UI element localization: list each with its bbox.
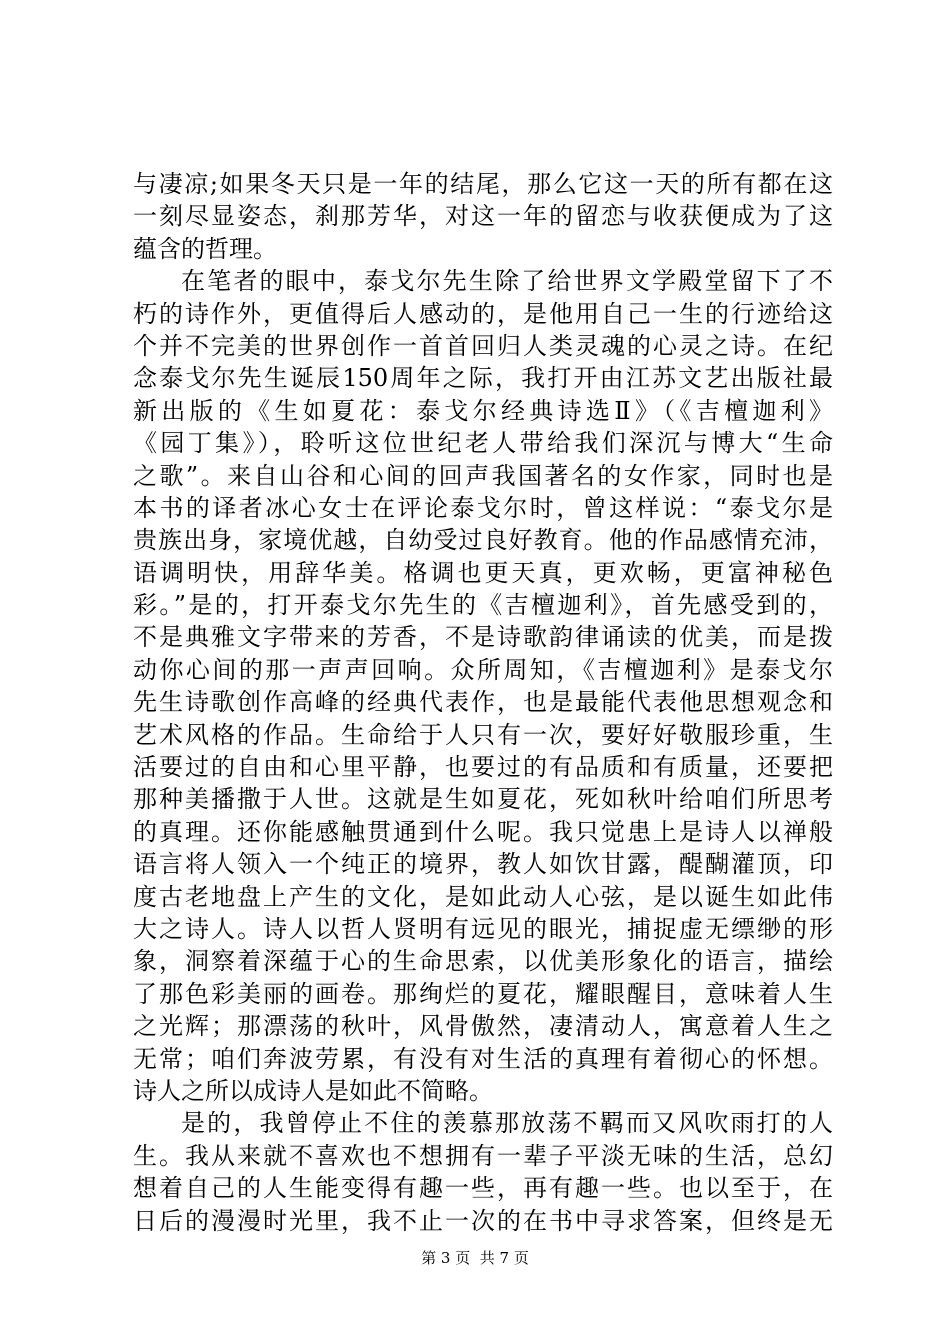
- text-line: 不是典雅文字带来的芳香，不是诗歌韵律诵读的优美，而是拨: [133, 623, 833, 652]
- text-line: 语言将人领入一个纯正的境界，教人如饮甘露，醍醐灌顶，印: [133, 850, 833, 879]
- text-line: 诗人之所以成诗人是如此不简略。: [133, 1076, 493, 1105]
- text-line: 朽的诗作外，更值得后人感动的，是他用自己一生的行迹给这: [133, 299, 833, 328]
- text-line: 之歌”。来自山谷和心间的回声我国著名的女作家，同时也是: [133, 461, 833, 490]
- text-line: 贵族出身，家境优越，自幼受过良好教育。他的作品感情充沛，: [133, 526, 833, 555]
- body-text: [133, 168, 833, 1237]
- text-line: 先生诗歌创作高峰的经典代表作，也是最能代表他思想观念和: [133, 688, 833, 717]
- text-line: 《园丁集》），聆听这位世纪老人带给我们深沉与博大“生命: [133, 429, 833, 458]
- text-line: 想着自己的人生能变得有趣一些，再有趣一些。也以至于，在: [133, 1174, 833, 1203]
- text-line: 度古老地盘上产生的文化，是如此动人心弦，是以诞生如此伟: [133, 882, 833, 911]
- text-line: 活要过的自由和心里平静，也要过的有品质和有质量，还要把: [133, 753, 833, 782]
- text-line: 日后的漫漫时光里，我不止一次的在书中寻求答案，但终是无: [133, 1206, 833, 1235]
- text-line: 无常；咱们奔波劳累，有没有对生活的真理有着彻心的怀想。: [133, 1044, 833, 1073]
- page-footer: 第 3 页 共 7 页: [421, 1249, 529, 1267]
- text-line: 念泰戈尔先生诞辰150周年之际，我打开由江苏文艺出版社最: [133, 364, 833, 393]
- text-line: 本书的译者冰心女士在评论泰戈尔时，曾这样说：“泰戈尔是: [133, 493, 833, 522]
- text-line: 彩。”是的，打开泰戈尔先生的《吉檀迦利》，首先感受到的，: [133, 591, 833, 620]
- text-line: 新出版的《生如夏花：泰戈尔经典诗选Ⅱ》（《吉檀迦利》: [133, 396, 833, 425]
- text-line: 大之诗人。诗人以哲人贤明有远见的眼光，捕捉虚无缥缈的形: [133, 914, 833, 943]
- text-line: 动你心间的那一声声回响。众所周知，《吉檀迦利》是泰戈尔: [133, 655, 833, 684]
- text-line: 与凄凉;如果冬天只是一年的结尾，那么它这一天的所有都在这: [133, 170, 833, 198]
- text-line: 一刻尽显姿态，刹那芳华，对这一年的留恋与收获便成为了这: [133, 202, 833, 231]
- text-line: 了那色彩美丽的画卷。那绚烂的夏花，耀眼醒目，意味着人生: [133, 979, 833, 1008]
- text-line: 是的，我曾停止不住的羡慕那放荡不羁而又风吹雨打的人: [181, 1109, 833, 1138]
- text-line: 之光辉；那漂荡的秋叶，风骨傲然，凄清动人，寓意着人生之: [133, 1012, 833, 1041]
- text-line: 语调明快，用辞华美。格调也更天真，更欢畅，更富神秘色: [133, 558, 833, 587]
- text-line: 艺术风格的作品。生命给于人只有一次，要好好敬服珍重，生: [133, 720, 833, 749]
- text-line: 那种美播撒于人世。这就是生如夏花，死如秋叶给咱们所思考: [133, 785, 833, 814]
- text-line: 的真理。还你能感触贯通到什么呢。我只觉患上是诗人以禅般: [133, 817, 833, 846]
- text-line: 象，洞察着深蕴于心的生命思索，以优美形象化的语言，描绘: [133, 947, 833, 976]
- text-line: 个并不完美的世界创作一首首回归人类灵魂的心灵之诗。在纪: [133, 331, 833, 360]
- text-line: 在笔者的眼中，泰戈尔先生除了给世界文学殿堂留下了不: [181, 267, 833, 296]
- text-line: 生。我从来就不喜欢也不想拥有一辈子平淡无味的生活，总幻: [133, 1141, 833, 1170]
- text-line: 蕴含的哲理。: [133, 234, 277, 263]
